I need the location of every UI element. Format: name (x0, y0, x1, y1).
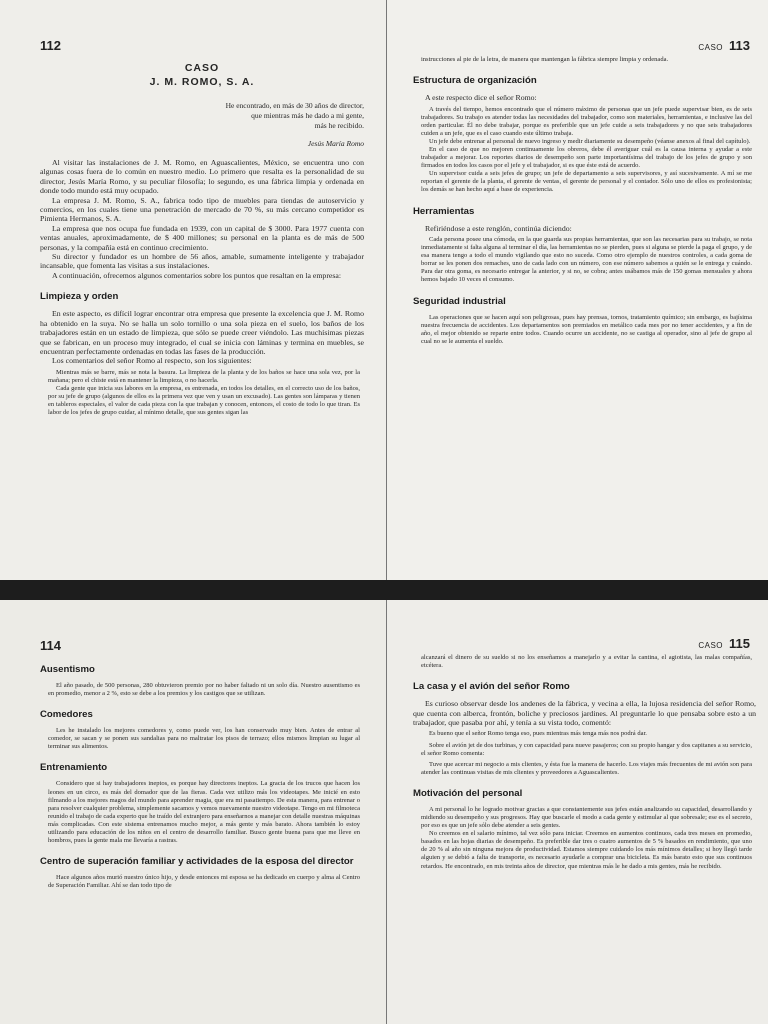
page-113 (387, 0, 768, 580)
quote: Hace algunos años murió nuestro único hijo, y desde entonces mi esposa se ha dedicado en cuerpo y alma al Centro de Superación Familiar. Ahí se dan todo tipo de (48, 874, 360, 890)
quote: Es bueno que el señor Romo tenga eso, pues mientras más tenga más nos podrá dar. (429, 730, 647, 738)
quote: Un supervisor cuida a seis jefes de grupo; un jefe de departamento a seis supervisores, y así sucesivamente. A mí se me reportan el gerente de la planta, el gerente de ventas, el gerente de personal y el contador. Sólo uno de ellos es profesionista; los demás se han hecho aquí a base de experiencia. (421, 170, 752, 194)
paragraph: A continuación, ofrecemos algunos comentarios sobre los puntos que resaltan en la empresa: (52, 270, 342, 280)
paragraph: Al visitar las instalaciones de J. M. Romo, en Aguascalientes, México, se encuentra uno con algunas cosas fuera de lo común en nuestro medio. Lo primero que resalta es la personalidad de su director, Jesús María Romo, y su peculiar filosofía; lo segundo, es una fábrica limpia y ordenada en donde todo mundo está muy ocupado. (40, 158, 364, 196)
quote: No creemos en el salario mínimo, tal vez sólo para iniciar. Creemos en aumentos continuos, cada tres meses en promedio, basados en las hojas diarias de desempeño. Es preferible dar tres o cuatro aumentos de 5 % basados en rendimiento, que uno de 20 % al año sin ninguna mejora de productividad. Estamos siempre cuidando los más mínimos detalles; si hoy llegó tarde alguien y se debió a falta de transporte, es necesario ayudarle a comprar una bicicleta. Es más barato esto que sus continuos retardos. He encontrado, en mis treinta años de director, que mientras más le he dado a mis gentes, más he recibido. (421, 830, 752, 870)
quote-continuation: alcanzará el dinero de su sueldo si no los enseñamos a manejarlo y a evitar la cantina, el agiotista, las malas compañías, etcétera. (421, 654, 752, 670)
paragraph: La empresa J. M. Romo, S. A., fabrica todo tipo de muebles para tiendas de autoservicio y comercios, en los cuales tiene una penetración de mercado de 70 %, su más cercano competidor es Pimienta Hermanos, S. A. (40, 195, 364, 224)
section-heading: Motivación del personal (413, 787, 523, 799)
quote: Cada gente que inicia sus labores en la empresa, es entrenada, en todos los detalles, en el correcto uso de los baños, por su jefe de grupo (algunos de ellos es la primera vez que ven y usan un excusado). Las gentes son lámparas y tienen en tableros especiales, el valor de cada pieza con la que trabajan y conocen, entonces, el costo de todo lo que tiran. Es labor de los jefes de grupo cuidar, al mínimo detalle, que sus gentes sigan las (48, 384, 360, 417)
quote: A través del tiempo, hemos encontrado que el número máximo de personas que un jefe puede supervisar bien, es de seis trabajadores. Su trabajo es atender todas las necesidades del trabajador, como son materiales, herramientas, e inclusive las del orden particular. Él no debe trabajar, porque es preferible que un jefe cuide a seis trabajadores y no que seis trabajadores cuiden a un jefe, que es el caso cuando este último trabaja. (421, 105, 752, 137)
scan-gap (0, 580, 768, 600)
paragraph: En este aspecto, es difícil lograr encontrar otra empresa que presente la excelencia que J. M. Romo ha obtenido en la suya. No se halla un solo tornillo o una sola pieza en el suelo, los baños de los trabajadores están en un estado de limpieza, que sólo se puede creer viéndolo. Las muchísimas piezas que se fabrican, en un proceso muy integrado, el cual se inicia con láminas y termina en muebles, se encuentran perfectamente ordenadas en todas las fases de la producción. (40, 309, 364, 356)
company-title: J. M. ROMO, S. A. (149, 76, 255, 88)
quote: Considero que si hay trabajadores ineptos, es porque hay directores ineptos. La gracia de los trucos que hacen los leones en un circo, es más del domador que de las fieras. Cada vez utilizo más los videotapes. Me inicié en esto filmando a los mejores magos del mundo para aprender magia, que era mi pasatiempo. De esta manera, para entrenar o para resolver cualquier problema, simplemente sacamos y vemos nuevamente nuestro videotape. Tengo en mi filmoteca reunido el trabajo de cada experto que he traído del extranjero para enseñarnos a manejar con detalle nuestras máquinas más complicadas. Con este sistema entrenamos mucho mejor, a más gente y más barato. Ahora también lo estoy utilizando para educación de los niños en el centro de desarrollo familiar. Busco gente buena para que me lleve en hombros, pues la gente mala me llevaría a rastras. (48, 780, 360, 845)
running-head-label: CASO (698, 43, 724, 52)
quote: Les he instalado los mejores comedores y, como puede ver, los han conservado muy bien. Antes de entrar al comedor, se sacan y se ponen sus sandalias para no maltratar los pisos de terrazo; ellos mismos limpian su lugar al terminar sus alimentos. (48, 727, 360, 751)
quote: A mi personal lo he logrado motivar gracias a que constantemente sus jefes están analizando su capacidad, desarrollando y midiendo su desempeño y sus progresos. Hay que buscarle el modo a cada gente y estimular al que sobresale; ese es el secreto, por eso es que un jefe sólo debe atender a seis gentes. (421, 805, 752, 830)
quote: Sobre el avión jet de dos turbinas, y con capacidad para nueve pasajeros; con su propio hangar y dos capitanes a su servicio, el señor Romo comenta: (421, 741, 752, 757)
section-heading: La casa y el avión del señor Romo (413, 681, 570, 693)
paragraph: Refiriéndose a este renglón, continúa diciendo: (425, 223, 572, 233)
section-heading: Herramientas (413, 205, 475, 217)
page-114 (0, 600, 386, 1024)
paragraph: Es curioso observar desde los andenes de la fábrica, y vecina a ella, la lujosa residencia del señor Romo, que cuenta con alberca, frontón, boliche y preciosos jardines. Al preguntarle lo que pensaba sobre esto a un trabajador, que pasaba por ahí, y tenía a su vista todo, comentó: (413, 699, 756, 727)
quote: Mientras más se barre, más se nota la basura. La limpieza de la planta y de los baños se hace una sola vez, por la mañana; pero el chiste está en mantener la limpieza, o no hacerla. (48, 368, 360, 384)
paragraph: Los comentarios del señor Romo al respecto, son los siguientes: (52, 356, 252, 366)
quote: En el caso de que no mejoren continuamente los obreros, debe él averiguar cuál es la causa interna y ayudar a este trabajador a mejorar. Los reportes diarios de desempeño son parte importantísima del trabajo de los jefes de grupo y son firmados en todos los casos por el jefe y el trabajador, si es que éste está de acuerdo. (421, 145, 752, 170)
paragraph: La empresa que nos ocupa fue fundada en 1939, con un capital de $ 3000. Para 1977 cuenta con ventas anuales, aproximadamente, de $ 400 millones; su personal en la planta es de más de 500 personas, y la compañía está en continuo crecimiento. (40, 223, 364, 252)
page-number: 112 (40, 38, 61, 53)
quote: El año pasado, de 500 personas, 280 obtuvieron premio por no haber faltado ni un solo día. Nuestro ausentismo es en promedio, menor a 2 %, esto se debe a los premios y los castigos que se utilizan. (48, 682, 360, 698)
quote: Tuve que acercar mi negocio a mis clientes, y ésta fue la manera de hacerlo. Los viajes más frecuentes de mi avión son para atender las continuas visitas de mis clientes y proveedores a Aguascalientes. (421, 760, 752, 776)
section-heading: Limpieza y orden (40, 291, 119, 303)
case-label: CASO (184, 62, 220, 74)
quote-continuation: instrucciones al pie de la letra, de manera que mantengan la fábrica siempre limpia y ordenada. (421, 56, 669, 63)
section-heading: Comedores (40, 709, 93, 721)
section-heading: Centro de superación familiar y actividades de la esposa del director (40, 856, 354, 868)
section-heading: Estructura de organización (413, 75, 537, 87)
page-number: 114 (40, 638, 61, 653)
page-number: 113 (729, 38, 750, 53)
page-112 (0, 0, 386, 580)
paragraph: A este respecto dice el señor Romo: (425, 93, 537, 103)
epigraph-signature: Jesús María Romo (307, 139, 364, 148)
page-115 (387, 600, 768, 1024)
section-heading: Seguridad industrial (413, 295, 506, 307)
paragraph: Su director y fundador es un hombre de 56 años, amable, sumamente inteligente y trabajador incansable, que fomenta las visitas a sus instalaciones. (40, 252, 364, 271)
running-head (413, 636, 750, 651)
section-heading: Entrenamiento (40, 762, 108, 774)
quote: Cada persona posee una cómoda, en la que guarda sus propias herramientas, que son las necesarias para su trabajo, se nota inmediatamente si falta alguna al terminar el día, las herramientas no se pierden, pues si alguna se pierde la paga el grupo, y de esa manera tengo a todo el mundo vigilando que esto no suceda. Como otro ejemplo de nuestros controles, a cada goma de borrar se les ponen dos remaches, uno de cada lado con un número, con ese número sabemos a quién se le entrega y cuándo. Para dar otra goma, es necesario entregar la anterior, y si no, se cobra; antes usábamos más de 150 gomas mensuales y ahora hemos bajado 10 veces el consumo. (421, 235, 752, 284)
section-heading: Ausentismo (40, 664, 95, 675)
running-head-label: CASO (698, 641, 724, 650)
page-number: 115 (729, 636, 750, 651)
quote: Las operaciones que se hacen aquí son peligrosas, pues hay prensas, tornos, tratamiento químico; sin embargo, es bajísima nuestra frecuencia de accidentes. Los departamentos son premiados en metálico cada mes por no tener accidentes, y a fin de año, el mejor obtenido se reparte entre todos. Cuando ocurre un accidente, no se castiga al operador, sino al jefe de grupo al cual no se le aumenta el sueldo. (421, 313, 752, 345)
epigraph: He encontrado, en más de 30 años de director, que mientras más he dado a mi gente, más he recibido. (225, 101, 364, 130)
quote: Un jefe debe entrenar al personal de nuevo ingreso y medir diariamente su desempeño (véanse anexos al final del capítulo). (429, 137, 751, 145)
running-head (413, 38, 750, 53)
